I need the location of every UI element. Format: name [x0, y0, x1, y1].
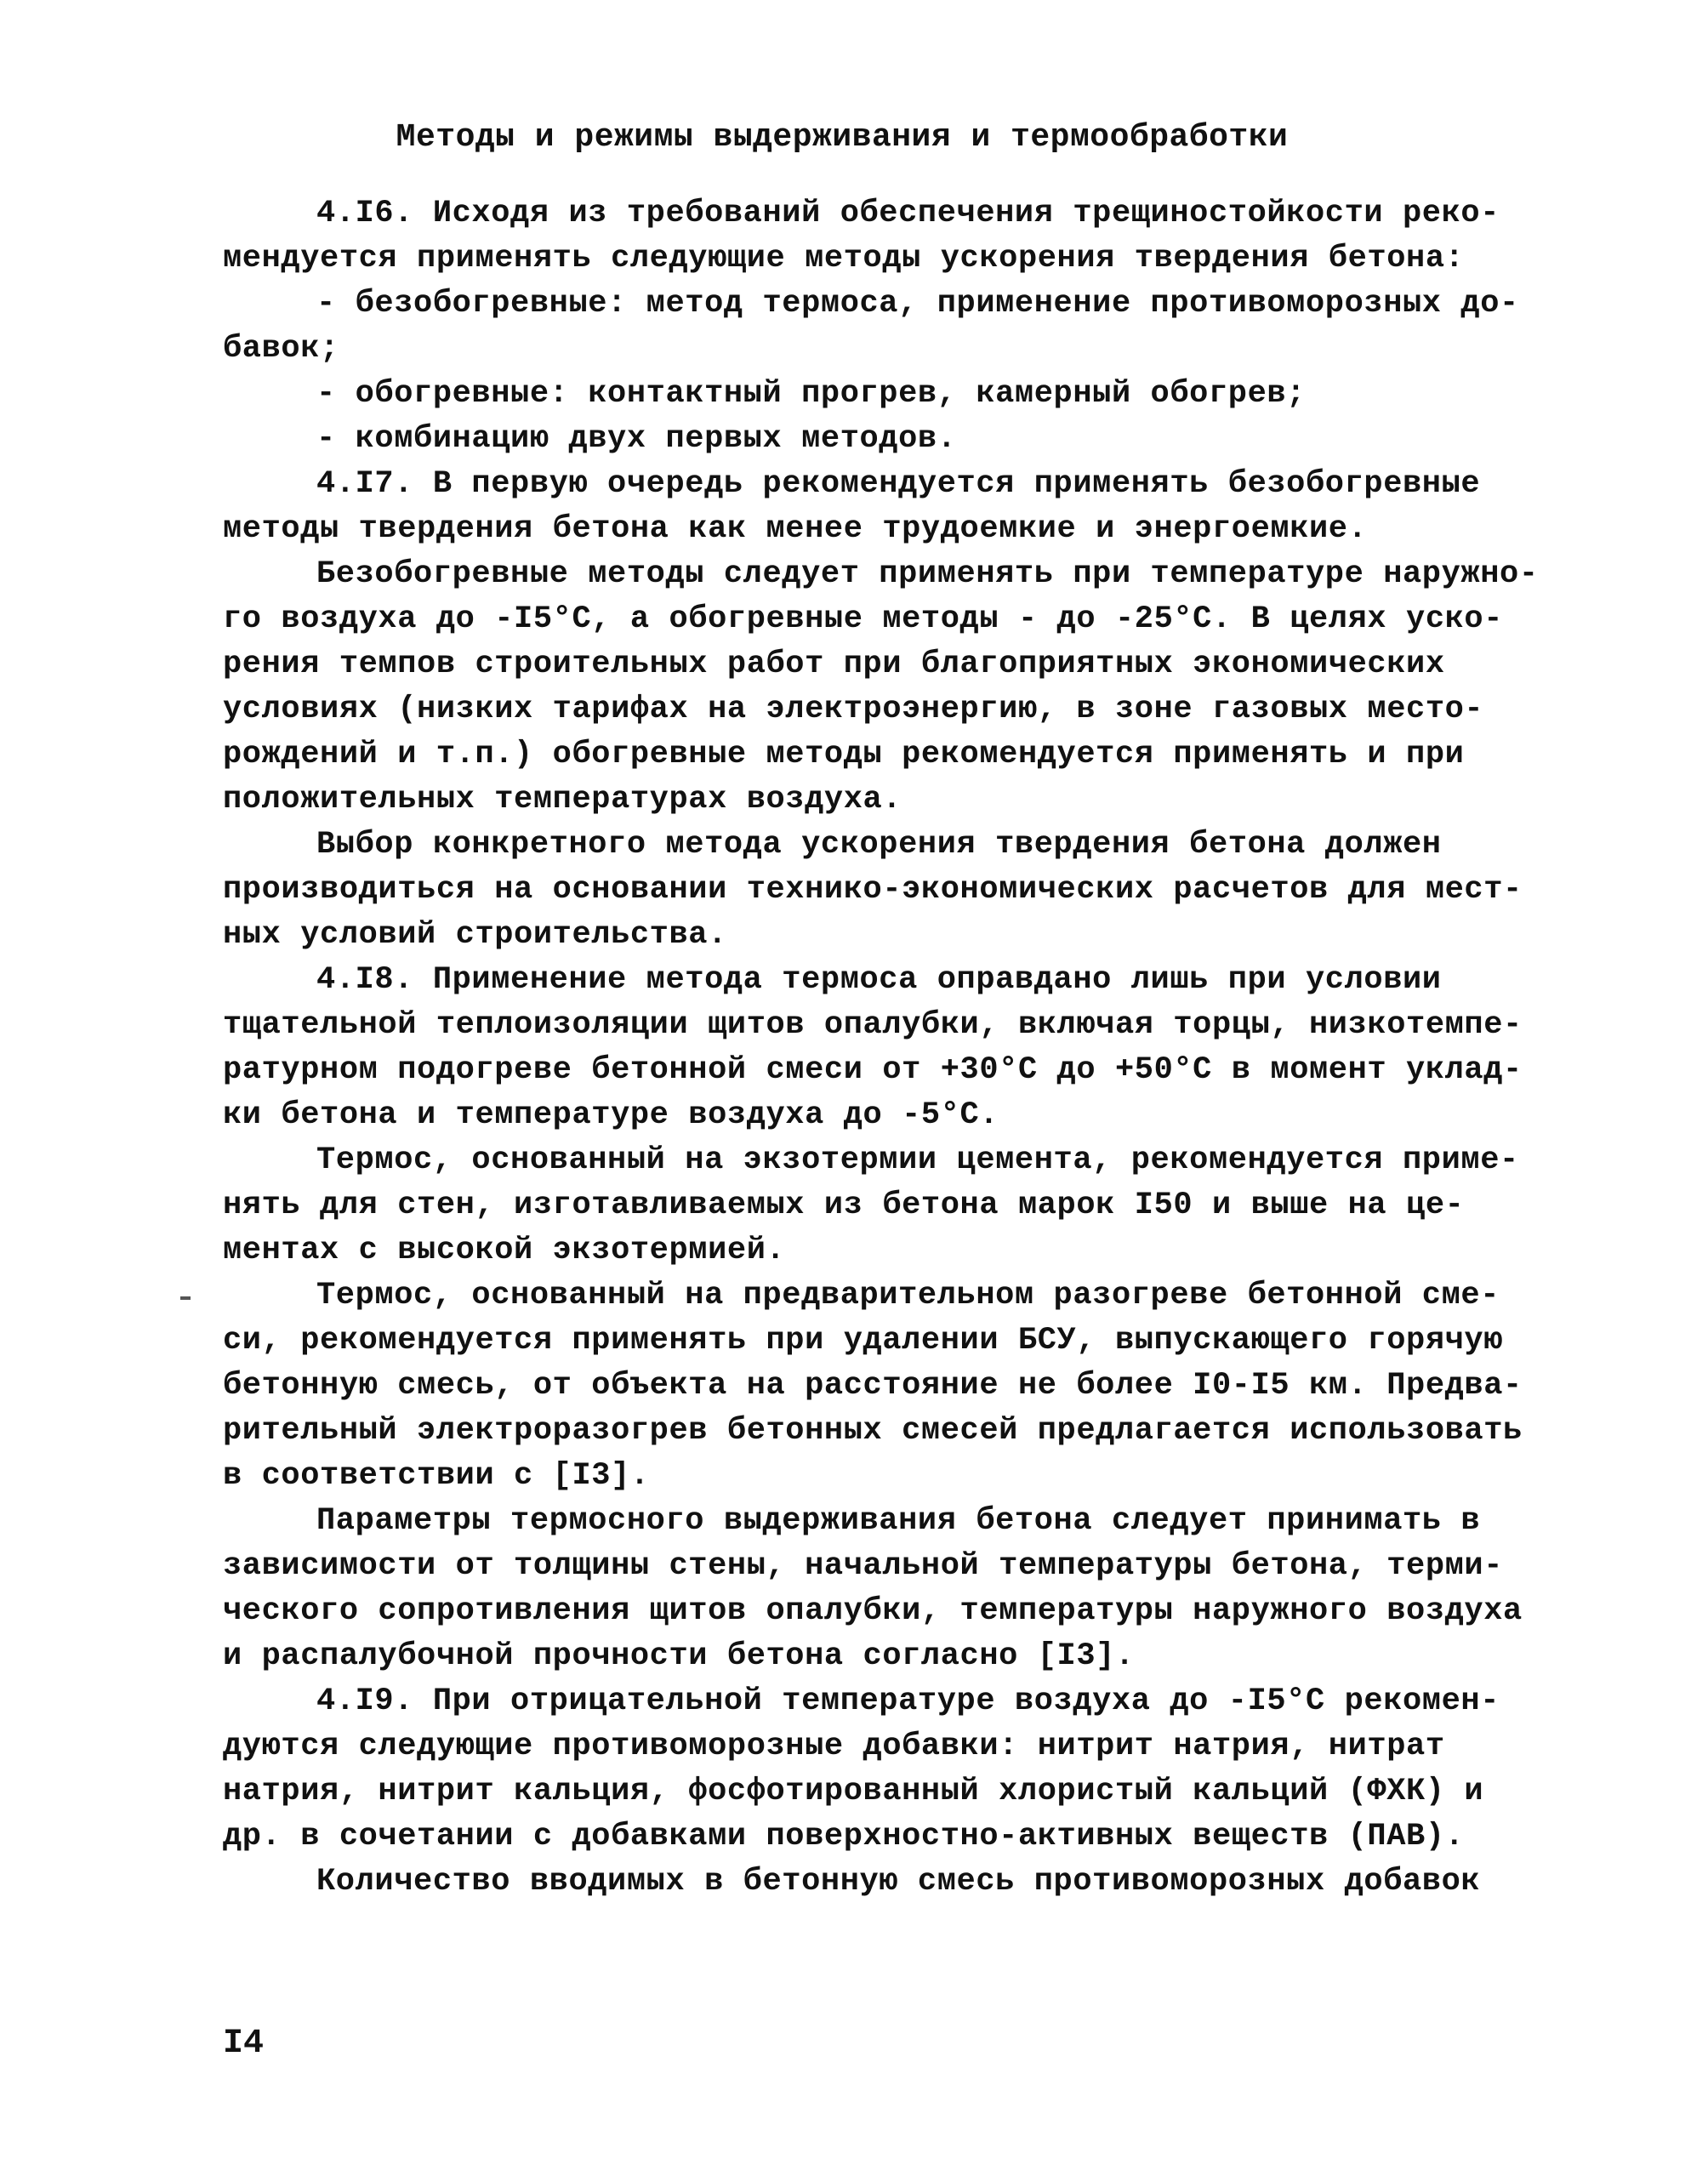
text-line: ментах с высокой экзотермией. — [223, 1233, 786, 1268]
text-line: ческого сопротивления щитов опалубки, температуры наружного воздуха — [223, 1593, 1523, 1629]
text-line: бетонную смесь, от объекта на расстояние не более I0-I5 км. Предва- — [223, 1368, 1523, 1404]
text-line: Количество вводимых в бетонную смесь противоморозных добавок — [316, 1864, 1481, 1900]
text-line: - безобогревные: метод термоса, применение противоморозных до- — [316, 286, 1519, 322]
text-line: условиях (низких тарифах на электроэнергию, в зоне газовых место- — [223, 692, 1484, 727]
text-line: Безобогревные методы следует применять при температуре наружно- — [316, 556, 1539, 592]
text-line: тщательной теплоизоляции щитов опалубки, включая торцы, низкотемпе- — [223, 1007, 1523, 1043]
text-line: ных условий строительства. — [223, 917, 727, 953]
text-line: бавок; — [223, 331, 339, 367]
text-line: зависимости от толщины стены, начальной температуры бетона, терми- — [223, 1548, 1504, 1584]
text-line: методы твердения бетона как менее трудоемкие и энергоемкие. — [223, 511, 1368, 547]
text-line: - комбинацию двух первых методов. — [316, 421, 957, 457]
text-line: нять для стен, изготавливаемых из бетона марок I50 и выше на це- — [223, 1188, 1465, 1223]
text-line: натрия, нитрит кальция, фосфотированный хлористый кальций (ФХК) и — [223, 1774, 1484, 1809]
text-line: Термос, основанный на предварительном разогреве бетонной сме- — [316, 1278, 1500, 1313]
text-line: положительных температурах воздуха. — [223, 782, 902, 817]
text-line: - обогревные: контактный прогрев, камерный обогрев; — [316, 376, 1306, 412]
text-line: ки бетона и температуре воздуха до -5°С. — [223, 1097, 999, 1133]
scan-mark — [180, 1296, 191, 1300]
text-line: и распалубочной прочности бетона согласно [I3]. — [223, 1638, 1135, 1674]
text-line: 4.I6. Исходя из требований обеспечения трещиностойкости реко- — [316, 196, 1500, 231]
text-line: в соответствии с [I3]. — [223, 1458, 650, 1494]
text-line: рождений и т.п.) обогревные методы рекомендуется применять и при — [223, 737, 1465, 772]
text-line: си, рекомендуется применять при удалении БСУ, выпускающего горячую — [223, 1323, 1504, 1359]
text-line: 4.I9. При отрицательной температуре воздуха до -I5°С рекомен- — [316, 1683, 1500, 1719]
text-line: Выбор конкретного метода ускорения твердения бетона должен — [316, 827, 1442, 863]
text-line: дуются следующие противоморозные добавки: нитрит натрия, нитрат — [223, 1729, 1445, 1764]
text-line: рения темпов строительных работ при благоприятных экономических — [223, 647, 1445, 682]
text-line: 4.I7. В первую очередь рекомендуется применять безобогревные — [316, 466, 1481, 502]
text-line: Термос, основанный на экзотермии цемента, рекомендуется приме- — [316, 1142, 1519, 1178]
section-title: Методы и режимы выдерживания и термообработки — [396, 119, 1289, 156]
text-line: 4.I8. Применение метода термоса оправдано лишь при условии — [316, 962, 1442, 998]
text-line: Параметры термосного выдерживания бетона следует принимать в — [316, 1503, 1481, 1539]
text-line: мендуется применять следующие методы ускорения твердения бетона: — [223, 241, 1465, 276]
text-line: производиться на основании технико-экономических расчетов для мест- — [223, 872, 1523, 908]
text-line: др. в сочетании с добавками поверхностно-активных веществ (ПАВ). — [223, 1819, 1465, 1854]
text-line: рительный электроразогрев бетонных смесей предлагается использовать — [223, 1413, 1523, 1449]
text-line: ратурном подогреве бетонной смеси от +30°С до +50°С в момент уклад- — [223, 1052, 1523, 1088]
text-line: го воздуха до -I5°С, а обогревные методы - до -25°С. В целях уско- — [223, 601, 1504, 637]
page-number: I4 — [223, 2025, 265, 2063]
